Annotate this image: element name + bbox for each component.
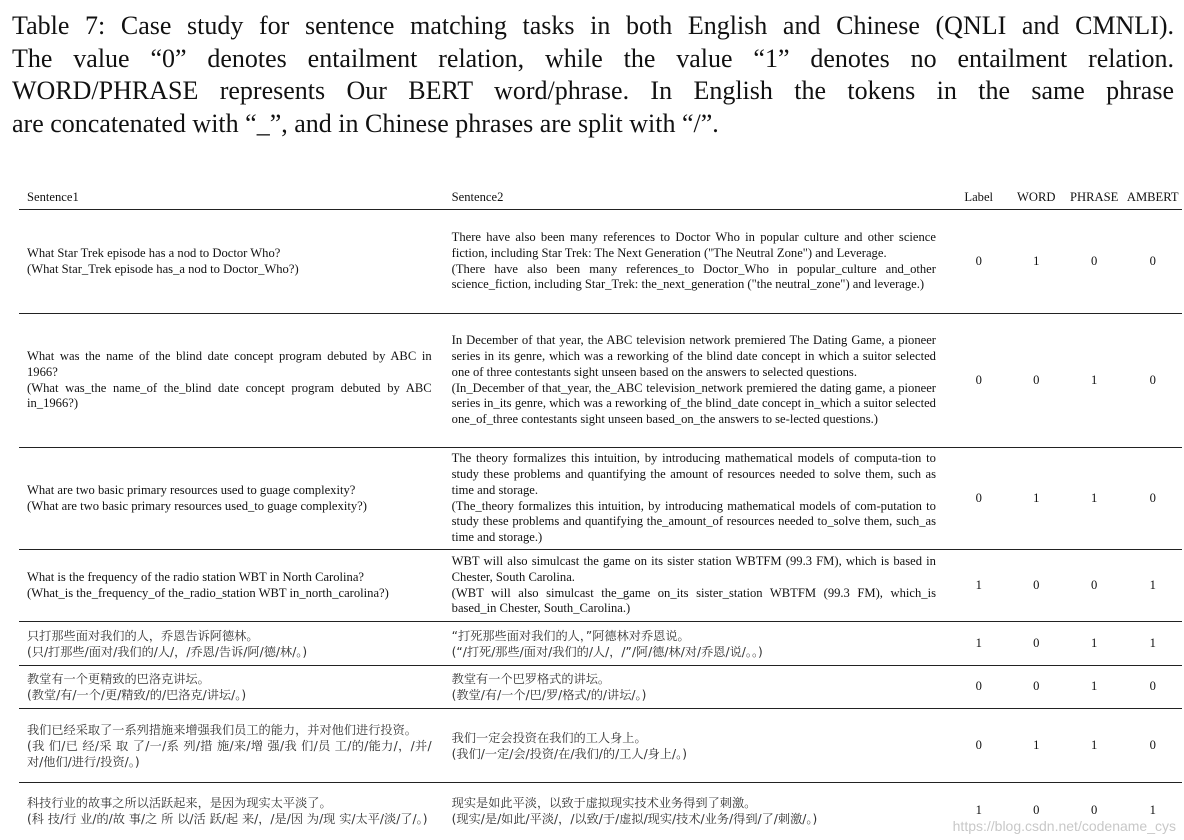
header-sentence1: Sentence1 xyxy=(19,184,444,210)
table-row xyxy=(19,666,1182,709)
sentence-phrase-split: (WBT will also simulcast the_game on_its sister_station WBTFM (99.3 FM), which_is based_in Chester, South_Carolina.) xyxy=(451,585,936,616)
table-row xyxy=(19,448,1182,550)
sentence-phrase-split: (教堂/有/一个/巴/罗/格式/的/讲坛/。) xyxy=(451,688,647,702)
header-label: Label xyxy=(950,184,1007,210)
sentence-text: “打死那些面对我们的人，”阿德林对乔恩说。 xyxy=(451,628,690,643)
watermark-url: https://blog.csdn.net/codename_cys xyxy=(952,818,1176,834)
sentence1-cell xyxy=(19,622,444,666)
sentence-phrase-split: (What_is the_frequency_of the_radio_station WBT in_north_carolina?) xyxy=(27,585,389,600)
sentence-text: What Star Trek episode has a nod to Doctor Who? xyxy=(27,245,281,260)
label-value: 0 xyxy=(950,448,1007,550)
table-row xyxy=(19,314,1182,448)
sentence-text: The theory formalizes this intuition, by introducing mathematical models of computa-tion to study these problems and quantifying the amount of resources needed to solve them, such as time and storage. xyxy=(451,451,936,497)
sentence2-cell xyxy=(444,666,950,709)
sentence-phrase-split: (There have also been many references_to Doctor_Who in popular_culture and_other science_fiction, including Star_Trek: the_next_generation ("the neutral_zone") and leverage.) xyxy=(451,261,936,292)
table-row xyxy=(19,550,1182,622)
label-value: 1 xyxy=(975,802,982,817)
sentence-phrase-split: (教堂/有/一个/更/精致/的/巴洛克/讲坛/。) xyxy=(27,688,247,702)
sentence-text: In December of that year, the ABC television network premiered The Dating Game, a pioneer series in its genre, which was a reworking of the blind date concept in which a suitor selected one of three contestants sight unseen based on the answers to selected questions. xyxy=(451,333,936,379)
sentence2-cell xyxy=(444,448,950,550)
sentence-text: 现实是如此平淡，以致于虚拟现实技术业务得到了刺激。 xyxy=(451,795,757,810)
word-value: 0 xyxy=(1007,314,1064,448)
sentence-text: What are two basic primary resources used to guage complexity? xyxy=(27,482,356,497)
sentence-text: 教堂有一个巴罗格式的讲坛。 xyxy=(451,672,611,686)
caption-line: are concatenated with “_”, and in Chinese phrases are split with “/”. xyxy=(12,108,719,138)
sentence2-cell xyxy=(444,622,950,666)
sentence-phrase-split: (我们/一定/会/投资/在/我们/的/工人/身上/。) xyxy=(451,746,688,761)
word-value: 1 xyxy=(1007,448,1064,550)
label-value: 1 xyxy=(950,622,1007,666)
caption-line: The value “0” denotes entailment relation, while the value “1” denotes no entailment relation. xyxy=(12,43,1174,73)
table-row xyxy=(19,709,1182,783)
sentence2-cell xyxy=(444,783,950,839)
sentence-phrase-split: (“/打死/那些/面对/我们的/人/，/”/阿/德/林/对/乔恩/说/。。) xyxy=(451,644,763,659)
sentence1-cell xyxy=(19,210,444,314)
sentence-text: 教堂有一个更精致的巴洛克讲坛。 xyxy=(27,672,210,686)
ambert-value: 0 xyxy=(1123,709,1182,783)
header-phrase: PHRASE xyxy=(1065,184,1124,210)
ambert-value: 0 xyxy=(1123,314,1182,448)
word-value: 1 xyxy=(1007,709,1064,783)
caption-line: WORD/PHRASE represents Our BERT word/phrase. In English the tokens in the same phrase xyxy=(12,76,1174,105)
sentence2-cell xyxy=(444,314,950,448)
label-value: 0 xyxy=(950,314,1007,448)
table-row xyxy=(19,622,1182,666)
table-row xyxy=(19,210,1182,314)
sentence-text: WBT will also simulcast the game on its sister station WBTFM (99.3 FM), which is based in Chester, South Carolina. xyxy=(451,554,936,584)
label-value: 0 xyxy=(950,709,1007,783)
sentence1-cell xyxy=(19,550,444,622)
ambert-value: 1 xyxy=(1123,622,1182,666)
phrase-value: 0 xyxy=(1065,550,1124,622)
sentence1-cell xyxy=(19,783,444,839)
sentence2-cell xyxy=(444,550,950,622)
case-study-table xyxy=(19,184,1182,839)
sentence-phrase-split: (The_theory formalizes this intuition, by introducing mathematical models of com-putation to study these problems and quantifying the_amount_of resources needed to_solve them, such_as time and storage.) xyxy=(451,498,936,544)
sentence-phrase-split: (In_December of that_year, the_ABC television_network premiered the dating game, a pioneer series in_its genre, which was a reworking of_the blind_date concept in_which a suitor selected one_of_three contestants sight unseen based_on_the answers to se-lected questions.) xyxy=(451,380,936,426)
header-ambert: AMBERT xyxy=(1123,184,1182,210)
word-value: 1 xyxy=(1007,210,1064,314)
sentence2-cell xyxy=(444,709,950,783)
sentence-text: 科技行业的故事之所以活跃起来，是因为现实太平淡了。 xyxy=(27,795,332,810)
phrase-value: 1 xyxy=(1065,709,1124,783)
phrase-value: 0 xyxy=(1065,210,1124,314)
sentence-phrase-split: (我 们/已 经/采 取 了/一/系 列/措 施/来/增 强/我 们/员 工/的/能力/，/并/对/他们/进行/投资/。) xyxy=(27,738,432,769)
word-value: 0 xyxy=(1007,550,1064,622)
ambert-value: 0 xyxy=(1123,448,1182,550)
header-word: WORD xyxy=(1007,184,1064,210)
sentence-text: 我们一定会投资在我们的工人身上。 xyxy=(451,730,647,745)
sentence1-cell xyxy=(19,709,444,783)
sentence1-cell xyxy=(19,314,444,448)
table-caption xyxy=(12,10,1174,140)
table-header-row xyxy=(19,184,1182,210)
sentence1-cell xyxy=(19,448,444,550)
sentence-phrase-split: (科 技/行 业/的/故 事/之 所 以/活 跃/起 来/，/是/因 为/现 实/太平/淡/了/。) xyxy=(27,811,428,826)
phrase-value: 1 xyxy=(1065,448,1124,550)
sentence2-cell xyxy=(444,210,950,314)
ambert-value: 0 xyxy=(1123,666,1182,709)
sentence-text: What was the name of the blind date concept program debuted by ABC in 1966? xyxy=(27,349,432,379)
sentence-phrase-split: (现实/是/如此/平淡/，/以致/于/虚拟/现实/技术/业务/得到/了/刺激/。) xyxy=(451,811,818,826)
ambert-value: 1 xyxy=(1149,802,1156,817)
sentence-text: There have also been many references to Doctor Who in popular culture and other science fiction, including Star Trek: The Next Generation ("The Neutral Zone") and Leverage. xyxy=(451,230,936,260)
phrase-value: 1 xyxy=(1065,622,1124,666)
phrase-value: 0 xyxy=(1091,802,1098,817)
sentence-text: 我们已经采取了一系列措施来增强我们员工的能力，并对他们进行投资。 xyxy=(27,722,417,737)
sentence1-cell xyxy=(19,666,444,709)
word-value: 0 xyxy=(1007,622,1064,666)
ambert-value: 0 xyxy=(1123,210,1182,314)
sentence-text: 只打那些面对我们的人，乔恩告诉阿德林。 xyxy=(27,628,259,643)
word-value: 0 xyxy=(1033,802,1040,817)
sentence-text: What is the frequency of the radio station WBT in North Carolina? xyxy=(27,569,365,584)
sentence-phrase-split: (What Star_Trek episode has_a nod to Doctor_Who?) xyxy=(27,261,299,276)
label-value: 0 xyxy=(950,210,1007,314)
sentence-phrase-split: (只/打那些/面对/我们的/人/，/乔恩/告诉/阿/德/林/。) xyxy=(27,644,308,659)
phrase-value: 1 xyxy=(1065,314,1124,448)
phrase-value: 1 xyxy=(1065,666,1124,709)
label-value: 0 xyxy=(950,666,1007,709)
label-value: 1 xyxy=(950,550,1007,622)
caption-line: Table 7: Case study for sentence matching tasks in both English and Chinese (QNLI and CMNLI). xyxy=(12,11,1174,40)
sentence-phrase-split: (What are two basic primary resources used_to guage complexity?) xyxy=(27,498,367,513)
sentence-phrase-split: (What was_the name_of the_blind date concept program debuted by ABC in_1966?) xyxy=(27,380,432,411)
header-sentence2: Sentence2 xyxy=(444,184,950,210)
word-value: 0 xyxy=(1007,666,1064,709)
ambert-value: 1 xyxy=(1123,550,1182,622)
